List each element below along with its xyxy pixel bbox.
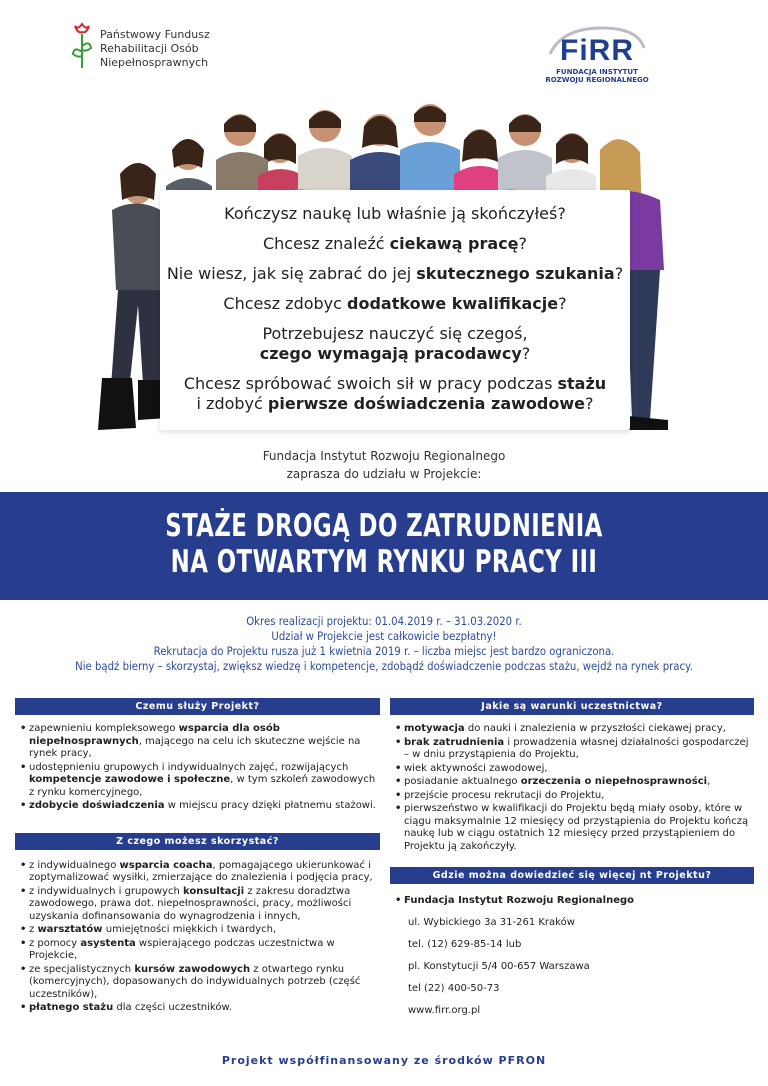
list-item — [19, 1002, 380, 1015]
participation-free: Udział w Projekcie jest całkowicie bezpłatny! — [271, 629, 497, 643]
item-emphasis: zdobycie doświadczenia — [29, 800, 165, 811]
list-item — [19, 762, 380, 800]
list-item — [19, 800, 380, 813]
question-emphasis: ciekawą pracę — [389, 234, 519, 253]
question-text: ? — [521, 344, 531, 363]
website-link[interactable]: www.firr.org.pl — [408, 1005, 481, 1016]
item-emphasis: asystenta — [80, 937, 136, 949]
question-text: ? — [518, 234, 528, 253]
right-column — [390, 698, 754, 1018]
list-item — [19, 938, 380, 963]
org-name: Fundacja Instytut Rozwoju Regionalnego — [404, 895, 635, 906]
question-text: Nie wiesz, jak się zabrać do jej — [166, 264, 417, 283]
address-warszawa: pl. Konstytucji 5/4 00-657 Warszawa — [408, 961, 590, 972]
list-item — [394, 737, 754, 762]
item-emphasis: wsparcia coacha — [119, 859, 213, 871]
question-text: Kończysz naukę lub właśnie ją skończyłeś? — [224, 204, 566, 223]
item-emphasis: orzeczenia o niepełnosprawności — [520, 776, 708, 787]
pfron-line: Niepełnosprawnych — [100, 56, 209, 69]
list-item — [394, 803, 754, 853]
invite-line: zaprasza do udziału w Projekcie: — [286, 467, 482, 481]
item-text: z indywidualnego — [29, 859, 120, 871]
section-header-conditions: Jakie są warunki uczestnictwa? — [390, 698, 754, 715]
item-text: i prowadzenia własnej działalności gospodarczej – w dniu przystąpienia do Projektu, — [404, 736, 749, 760]
invite-line: Fundacja Instytut Rozwoju Regionalnego — [262, 449, 506, 463]
address-krakow: ul. Wybickiego 3a 31-261 Kraków — [408, 917, 575, 928]
pfron-line: Państwowy Fundusz — [100, 28, 210, 41]
item-text: wiek aktywności zawodowej, — [404, 762, 548, 774]
item-emphasis: konsultacji — [182, 885, 245, 897]
list-item — [19, 964, 380, 1002]
question-text: Potrzebujesz nauczyć się czegoś, — [262, 324, 528, 343]
question-emphasis: stażu — [557, 374, 607, 393]
section-header-contact: Gdzie można dowiedzieć się więcej nt Projektu? — [390, 867, 754, 884]
question-6 — [160, 374, 630, 414]
question-5 — [160, 324, 630, 364]
phone-warszawa: tel (22) 400-50-73 — [408, 983, 500, 994]
question-text: ? — [558, 294, 567, 313]
cofinancing-footer: Projekt współfinansowany ze środków PFRON — [221, 1054, 547, 1067]
firr-logo — [542, 24, 652, 84]
list-item — [394, 790, 754, 803]
list-item — [19, 924, 380, 937]
question-text: ? — [584, 394, 594, 413]
questions-block — [160, 204, 630, 424]
item-text: z pomocy — [29, 937, 81, 949]
item-text: ze specjalistycznych — [29, 963, 135, 975]
invite-text — [0, 447, 768, 483]
project-title-line: NA OTWARTYM RYNKU PRACY III — [170, 544, 598, 580]
project-title-banner — [0, 492, 768, 600]
item-emphasis: kompetencje zawodowe i społeczne — [29, 774, 231, 785]
pfron-logo — [70, 22, 210, 72]
list-item — [394, 776, 754, 789]
left-column — [15, 698, 380, 1016]
project-title — [69, 492, 699, 580]
item-text: , mającego na celu ich skuteczne wejście na rynek pracy, — [29, 735, 361, 759]
list-item — [19, 723, 380, 761]
project-title-line: STAŻE DROGĄ DO ZATRUDNIENIA — [165, 508, 603, 544]
pfron-name — [100, 28, 210, 70]
list-item — [19, 886, 380, 924]
question-4 — [160, 294, 630, 314]
question-text: Chcesz znaleźć — [262, 234, 390, 253]
question-text: i zdobyć — [196, 394, 268, 413]
item-emphasis: brak zatrudnienia — [404, 736, 505, 748]
question-emphasis: pierwsze doświadczenia zawodowe — [267, 394, 585, 413]
firr-wordmark: FiRR — [560, 34, 634, 67]
conditions-list — [390, 723, 754, 853]
purpose-list — [15, 723, 380, 813]
item-text: do nauki i znalezienia w przyszłości ciekawej pracy, — [464, 723, 726, 734]
firr-logo-mark — [542, 24, 652, 68]
item-emphasis: płatnego stażu — [29, 1002, 114, 1013]
question-text: Chcesz zdobyc — [223, 294, 348, 313]
list-item — [394, 763, 754, 776]
firr-line: ROZWOJU REGIONALNEGO — [545, 76, 649, 84]
item-text: , w tym szkoleń zawodowych z rynku komercyjnego, — [29, 774, 376, 798]
list-item — [19, 860, 380, 885]
contact-org — [394, 894, 754, 908]
item-text: przejście procesu rekrutacji do Projektu, — [404, 789, 605, 801]
item-text: dla części uczestników. — [113, 1002, 232, 1013]
question-text: Chcesz spróbować swoich sił w pracy podczas — [183, 374, 558, 393]
question-emphasis: skutecznego szukania — [416, 264, 615, 283]
item-emphasis: motywacja — [404, 723, 465, 734]
pfron-tulip-icon — [70, 22, 94, 72]
item-text: , — [707, 776, 711, 787]
question-emphasis: dodatkowe kwalifikacje — [347, 294, 559, 313]
item-text: posiadanie aktualnego — [404, 776, 521, 787]
phone-krakow: tel. (12) 629-85-14 lub — [408, 939, 522, 950]
item-text: , pomagającego ukierunkować i zoptymalizować wysiłki, zmierzające do znalezienia i podjęcia pracy, — [29, 859, 373, 883]
item-text: pierwszeństwo w kwalifikacji do Projektu będą miały osoby, które w ciągu maksymalnie 12 miesięcy od przystąpienia do Projektu kończą naukę lub w ciągu ostatnich 12 miesięcy przed przystąpieniem do Projektu ją zakończyły. — [404, 803, 749, 852]
item-text: z — [29, 924, 38, 935]
firr-line: FUNDACJA INSTYTUT — [556, 68, 638, 76]
list-item — [394, 723, 754, 736]
item-text: udostępnieniu grupowych i indywidualnych zajęć, rozwijających — [29, 761, 349, 773]
question-2 — [160, 234, 630, 254]
item-text: wspierającego podczas uczestnictwa w Projekcie, — [29, 937, 335, 961]
question-emphasis: czego wymagają pracodawcy — [259, 344, 522, 363]
item-text: z zakresu doradztwa zawodowego, prawa dot. niepełnosprawności, pracy, możliwości uzyskania dofinansowania do wynagrodzenia i innych, — [29, 885, 352, 922]
pfron-line: Rehabilitacji Osób — [100, 42, 199, 55]
section-header-benefits: Z czego możesz skorzystać? — [15, 833, 380, 850]
question-1 — [160, 204, 630, 224]
bullet: • — [395, 895, 402, 906]
recruitment-info: Rekrutacja do Projektu rusza już 1 kwietnia 2019 r. – liczba miejsc jest bardzo ograniczona. — [153, 644, 615, 658]
item-text: w miejscu pracy dzięki płatnemu stażowi. — [164, 800, 376, 811]
question-3 — [160, 264, 630, 284]
contact-block — [390, 894, 754, 1018]
item-emphasis: warsztatów — [37, 924, 103, 935]
item-text: umiejętności miękkich i twardych, — [102, 924, 277, 935]
item-emphasis: kursów zawodowych — [134, 963, 251, 975]
item-emphasis: wsparcia dla osób niepełnosprawnych — [29, 723, 280, 747]
call-to-action: Nie bądź bierny – skorzystaj, zwiększ wiedzę i kompetencje, zdobądź doświadczenie podczas stażu, wejdź na rynek pracy. — [75, 659, 693, 673]
project-period: Okres realizacji projektu: 01.04.2019 r. – 31.03.2020 r. — [246, 614, 522, 628]
question-text: ? — [614, 264, 624, 283]
item-text: z indywidualnych i grupowych — [29, 885, 183, 897]
item-text: z otwartego rynku (komercyjnych), dopasowanych do indywidualnych potrzeb (część uczestników), — [29, 963, 361, 1000]
project-info — [0, 614, 768, 674]
section-header-purpose: Czemu służy Projekt? — [15, 698, 380, 715]
item-text: zapewnieniu kompleksowego — [29, 723, 179, 734]
benefits-list — [15, 860, 380, 1015]
